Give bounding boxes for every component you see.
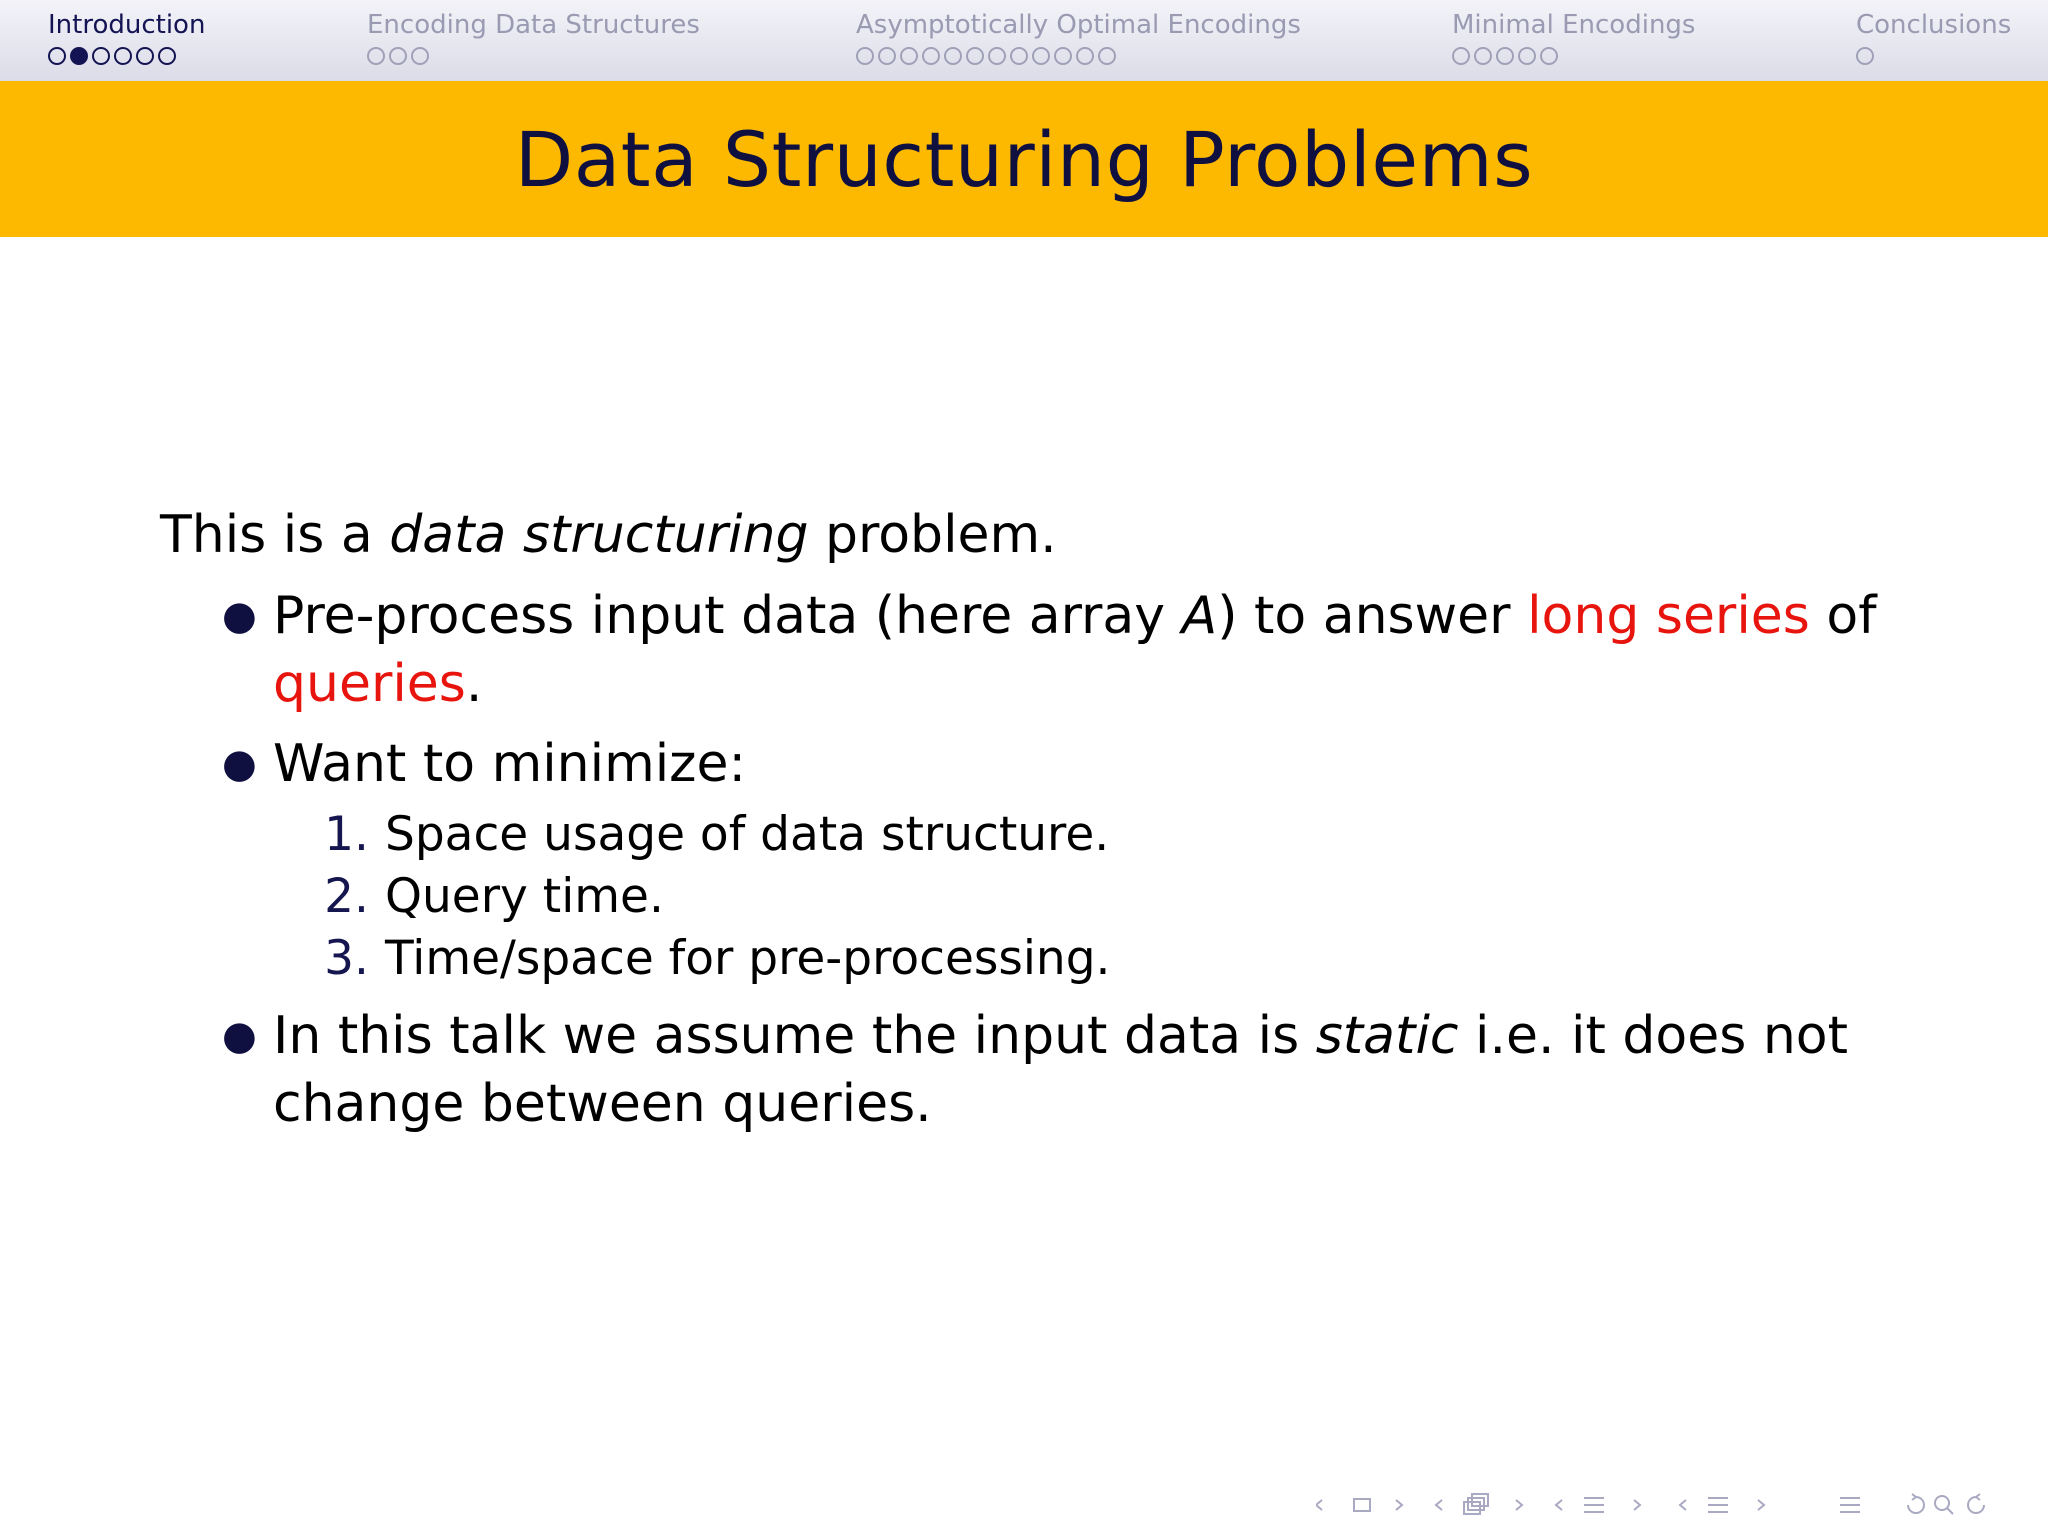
array-variable: A — [1181, 586, 1218, 646]
arrow-left-icon — [1436, 1500, 1442, 1510]
nav-section-label[interactable]: Introduction — [48, 10, 206, 40]
nav-section-label[interactable]: Encoding Data Structures — [367, 10, 700, 40]
beamer-navigation-symbols — [1316, 1490, 2048, 1520]
bullet-text: In this talk we assume the input data is — [273, 1006, 1316, 1066]
static-emphasis: static — [1315, 1006, 1459, 1066]
nav-section-label[interactable]: Asymptotically Optimal Encodings — [856, 10, 1301, 40]
bullet-text: i.e. it does not change between queries. — [273, 1006, 1849, 1134]
nav-dots — [856, 47, 1301, 65]
bullet-text: . — [465, 654, 483, 714]
list-item — [273, 928, 1920, 990]
undo-icon — [1908, 1494, 1924, 1513]
frame-dot-icon[interactable] — [922, 47, 940, 65]
nav-dots — [367, 47, 700, 65]
search-icon — [1935, 1496, 1949, 1510]
frame-dot-icon[interactable] — [1474, 47, 1492, 65]
nav-section-introduction[interactable] — [48, 9, 205, 65]
bullet-text: Pre-process input data (here array — [273, 586, 1182, 646]
frame-dot-icon[interactable] — [48, 47, 66, 65]
frame-dot-icon[interactable] — [367, 47, 385, 65]
frame-dot-icon[interactable] — [1540, 47, 1558, 65]
nav-dots — [1452, 47, 1695, 65]
item-number: 3. — [324, 931, 369, 986]
intro-emphasis: data structuring — [389, 505, 809, 565]
frame-dot-icon[interactable] — [1054, 47, 1072, 65]
item-number: 1. — [324, 807, 369, 862]
highlight-queries: queries — [273, 654, 466, 714]
nav-section-conclusions[interactable] — [1856, 9, 2011, 65]
frame-dot-icon[interactable] — [158, 47, 176, 65]
list-item — [273, 804, 1920, 866]
intro-text-end: problem. — [808, 505, 1057, 565]
subsection-icon — [1708, 1498, 1728, 1512]
frame-dot-icon[interactable] — [1452, 47, 1470, 65]
navigation-symbols-svg — [1316, 1490, 2048, 1520]
frame-dot-icon[interactable] — [1098, 47, 1116, 65]
bullet-minimize — [160, 730, 1920, 990]
frame-dot-icon[interactable] — [92, 47, 110, 65]
list-item — [273, 866, 1920, 928]
item-text: Space usage of data structure. — [385, 807, 1110, 862]
frame-dot-icon[interactable] — [988, 47, 1006, 65]
arrow-right-icon — [1396, 1500, 1402, 1510]
align-icon — [1840, 1498, 1860, 1512]
frame-dot-icon[interactable] — [389, 47, 407, 65]
bullet-text: of — [1809, 586, 1877, 646]
frame-dot-icon[interactable] — [1032, 47, 1050, 65]
arrow-left-icon — [1556, 1500, 1562, 1510]
nav-section-minimal-encodings[interactable] — [1452, 9, 1695, 65]
section-navigation-bar — [0, 0, 2048, 81]
frame-dot-icon[interactable] — [1076, 47, 1094, 65]
arrow-right-icon — [1634, 1500, 1640, 1510]
title-band — [0, 81, 2048, 237]
arrow-left-icon — [1680, 1500, 1686, 1510]
bullet-static — [160, 1002, 1920, 1138]
slide-content — [160, 500, 1920, 1138]
redo-icon — [1968, 1494, 1984, 1513]
bullet-list — [160, 582, 1920, 1138]
nav-section-encoding-data-structures[interactable] — [367, 9, 700, 65]
bullet-icon: ● — [222, 1013, 257, 1059]
frame-dot-icon[interactable] — [878, 47, 896, 65]
slide-title: Data Structuring Problems — [514, 114, 1534, 204]
item-text: Time/space for pre-processing. — [385, 931, 1111, 986]
frame-dot-icon[interactable] — [1518, 47, 1536, 65]
section-icon — [1584, 1498, 1604, 1512]
nav-dots — [1856, 47, 2011, 65]
nav-section-asymptotically-optimal-encodings[interactable] — [856, 9, 1301, 65]
arrow-left-icon — [1316, 1500, 1322, 1510]
arrow-right-icon — [1516, 1500, 1522, 1510]
frame-dot-icon[interactable] — [411, 47, 429, 65]
item-number: 2. — [324, 869, 369, 924]
intro-sentence — [160, 500, 1920, 570]
bullet-text: ) to answer — [1217, 586, 1528, 646]
bullet-icon: ● — [222, 741, 257, 787]
frame-dot-icon[interactable] — [1496, 47, 1514, 65]
intro-text: This is a — [160, 505, 390, 565]
frame-icon — [1354, 1499, 1370, 1511]
frame-dot-icon[interactable] — [856, 47, 874, 65]
frame-dot-icon[interactable] — [966, 47, 984, 65]
nav-dots — [48, 47, 205, 65]
bullet-text: Want to minimize: — [273, 734, 746, 794]
nav-section-label[interactable]: Conclusions — [1856, 10, 2012, 40]
frame-dot-icon[interactable] — [944, 47, 962, 65]
frame-dot-icon[interactable] — [1010, 47, 1028, 65]
nav-section-label[interactable]: Minimal Encodings — [1452, 10, 1696, 40]
bullet-preprocess — [160, 582, 1920, 718]
item-text: Query time. — [385, 869, 664, 924]
bullet-icon: ● — [222, 593, 257, 639]
frame-dot-icon[interactable] — [136, 47, 154, 65]
highlight-long-series: long series — [1527, 586, 1810, 646]
frame-dot-icon[interactable] — [114, 47, 132, 65]
frame-dot-icon[interactable] — [900, 47, 918, 65]
frame-dot-icon[interactable] — [70, 47, 88, 65]
minimize-list — [273, 804, 1920, 990]
frame-dot-icon[interactable] — [1856, 47, 1874, 65]
arrow-right-icon — [1758, 1500, 1764, 1510]
